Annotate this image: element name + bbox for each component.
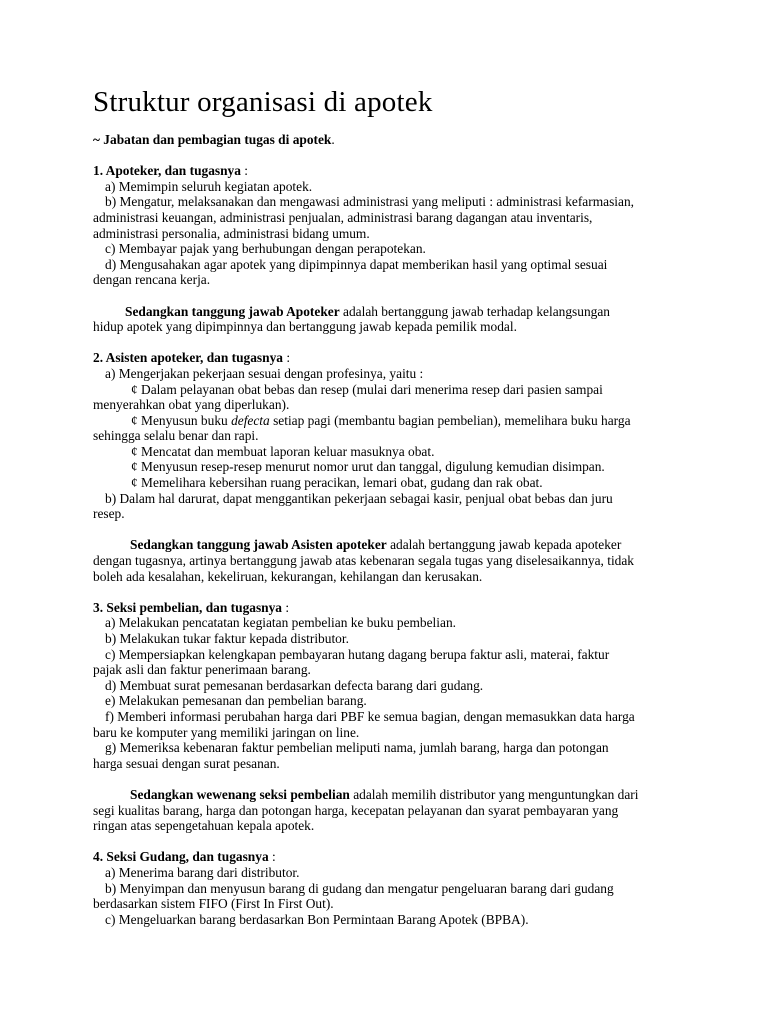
bullet-item: ¢ Memelihara kebersihan ruang peracikan, lemari obat, gudang dan rak obat.: [131, 475, 543, 491]
responsibility-bold: Sedangkan tanggung jawab Asisten apoteker: [130, 537, 387, 553]
heading-colon: :: [240, 163, 249, 179]
bullet-text: setiap pagi (membantu bagian pembelian), memelihara buku harga: [269, 412, 631, 428]
section-1-heading: [93, 163, 683, 179]
list-item: b) Melakukan tukar faktur kepada distributor.: [105, 631, 349, 646]
section-2-heading-text: 2. Asisten apoteker, dan tugasnya: [93, 350, 283, 366]
list-item-cont: resep.: [93, 506, 125, 522]
subtitle-bold: ~ Jabatan dan pembagian tugas di apotek: [93, 132, 332, 147]
list-item: a) Melakukan pencatatan kegiatan pembelian ke buku pembelian.: [105, 615, 456, 631]
bullet-item-cont: sehingga selalu benar dan rapi.: [93, 428, 259, 444]
list-item: a) Menerima barang dari distributor.: [105, 864, 300, 880]
document-page: [93, 85, 683, 927]
list-item: c) Mempersiapkan kelengkapan pembayaran hutang dagang berupa faktur asli, materai, faktur: [105, 646, 610, 662]
list-item: a) Mengerjakan pekerjaan sesuai dengan profesinya, yaitu :: [105, 365, 424, 381]
bullet-item: [93, 413, 683, 429]
heading-colon: :: [268, 849, 276, 865]
list-item-cont: administrasi keuangan, administrasi penjualan, administrasi barang dagangan atau inventaris,: [93, 209, 593, 225]
responsibility-text: adalah memilih distributor yang menguntungkan dari: [349, 786, 639, 802]
list-item: e) Melakukan pemesanan dan pembelian barang.: [105, 693, 367, 709]
list-item: d) Membuat surat pemesanan berdasarkan defecta barang dari gudang.: [105, 677, 484, 693]
list-item: d) Mengusahakan agar apotek yang dipimpinnya dapat memberikan hasil yang optimal sesuai: [105, 256, 608, 272]
list-item-cont: baru ke komputer yang memiliki jaringan on line.: [93, 724, 360, 740]
list-item: a) Memimpin seluruh kegiatan apotek.: [105, 178, 313, 194]
section-4-heading: [93, 849, 683, 865]
list-item: g) Memeriksa kebenaran faktur pembelian meliputi nama, jumlah barang, harga dan potongan: [105, 740, 609, 756]
list-item: c) Membayar pajak yang berhubungan dengan perapotekan.: [105, 241, 426, 257]
section-3-heading: [93, 600, 683, 616]
list-item-cont: harga sesuai dengan surat pesanan.: [93, 755, 280, 771]
subtitle: [93, 132, 683, 148]
list-item: b) Menyimpan dan menyusun barang di gudang dan mengatur pengeluaran barang dari gudang: [105, 880, 614, 896]
responsibility-paragraph: [93, 304, 683, 320]
section-4-heading-text: 4. Seksi Gudang, dan tugasnya: [93, 849, 269, 865]
bullet-item: ¢ Dalam pelayanan obat bebas dan resep (mulai dari menerima resep dari pasien sampai: [131, 381, 603, 397]
list-item: b) Dalam hal darurat, dapat menggantikan pekerjaan sebagai kasir, penjual obat bebas dan juru: [105, 490, 613, 506]
bullet-item: ¢ Menyusun resep-resep menurut nomor urut dan tanggal, digulung kemudian disimpan.: [131, 459, 605, 475]
responsibility-text: adalah bertanggung jawab terhadap kelangsungan: [339, 303, 610, 319]
heading-colon: :: [282, 599, 290, 615]
bullet-item-cont: menyerahkan obat yang diperlukan).: [93, 397, 290, 413]
list-item-cont: dengan rencana kerja.: [93, 272, 211, 288]
page-title: Struktur organisasi di apotek: [93, 86, 433, 118]
bullet-text: ¢ Menyusun buku: [131, 412, 232, 428]
responsibility-cont: dengan tugasnya, artinya bertanggung jawab atas kebenaran segala tugas yang diselesaikannya, tidak: [93, 553, 635, 569]
list-item-cont: berdasarkan sistem FIFO (First In First Out).: [93, 896, 334, 912]
responsibility-bold: Sedangkan wewenang seksi pembelian: [130, 786, 350, 802]
responsibility-cont: hidup apotek yang dipimpinnya dan bertanggung jawab kepada pemilik modal.: [93, 319, 517, 335]
responsibility-paragraph: [93, 537, 683, 553]
subtitle-tail: .: [331, 132, 335, 147]
section-2-heading: [93, 350, 683, 366]
responsibility-cont: boleh ada kesalahan, kekeliruan, kekurangan, kehilangan dan kerusakan.: [93, 568, 483, 584]
responsibility-cont: segi kualitas barang, harga dan potongan harga, kecepatan pelayanan dan syarat pembayaran yang: [93, 802, 619, 818]
responsibility-bold: Sedangkan tanggung jawab Apoteker: [125, 303, 340, 319]
list-item: b) Mengatur, melaksanakan dan mengawasi administrasi yang meliputi : administrasi kefarmasian,: [105, 194, 634, 210]
list-item: c) Mengeluarkan barang berdasarkan Bon Permintaan Barang Apotek (BPBA).: [105, 911, 529, 927]
heading-colon: :: [283, 350, 291, 366]
section-3-heading-text: 3. Seksi pembelian, dan tugasnya: [93, 599, 283, 615]
italic-term: defecta: [231, 412, 270, 428]
list-item-cont: pajak asli dan faktur penerimaan barang.: [93, 662, 311, 678]
responsibility-cont: ringan atas sepengetahuan kepala apotek.: [93, 818, 315, 834]
bullet-item: ¢ Mencatat dan membuat laporan keluar masuknya obat.: [131, 443, 435, 459]
list-item: f) Memberi informasi perubahan harga dari PBF ke semua bagian, dengan memasukkan data harga: [105, 708, 635, 724]
responsibility-paragraph: [93, 787, 683, 803]
responsibility-text: adalah bertanggung jawab kepada apoteker: [386, 537, 622, 553]
section-1-heading-text: 1. Apoteker, dan tugasnya: [93, 163, 241, 179]
list-item-cont: administrasi personalia, administrasi bidang umum.: [93, 225, 370, 241]
